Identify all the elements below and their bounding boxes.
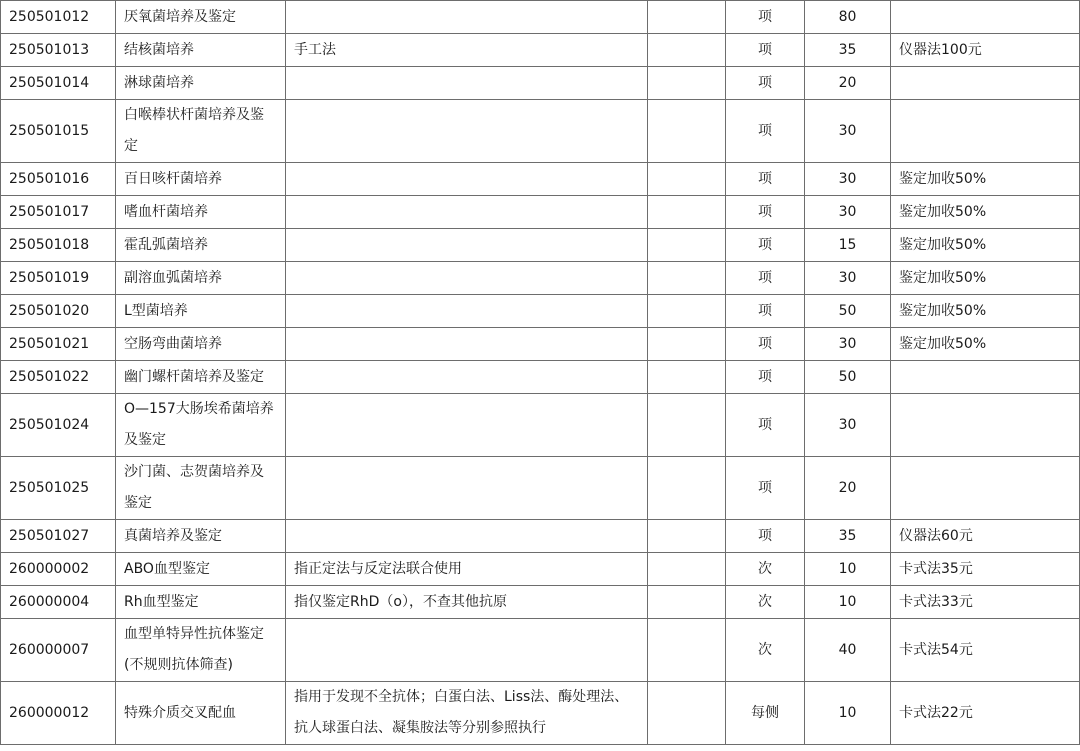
item-code: 260000002 <box>1 553 116 586</box>
item-price: 30 <box>805 163 891 196</box>
item-extra <box>648 262 726 295</box>
item-code: 250501017 <box>1 196 116 229</box>
item-unit: 项 <box>726 394 805 457</box>
item-note: 仪器法100元 <box>891 34 1080 67</box>
item-name: 真菌培养及鉴定 <box>116 520 286 553</box>
table-row <box>1 361 1080 394</box>
item-code: 250501019 <box>1 262 116 295</box>
item-unit: 每侧 <box>726 682 805 745</box>
item-extra <box>648 1 726 34</box>
item-price: 10 <box>805 586 891 619</box>
item-content: 指正定法与反定法联合使用 <box>286 553 648 586</box>
item-unit: 项 <box>726 262 805 295</box>
item-note <box>891 394 1080 457</box>
item-price: 20 <box>805 457 891 520</box>
item-extra <box>648 196 726 229</box>
item-unit: 项 <box>726 520 805 553</box>
item-note: 鉴定加收50% <box>891 196 1080 229</box>
item-unit: 项 <box>726 1 805 34</box>
table-row <box>1 586 1080 619</box>
item-note: 卡式法22元 <box>891 682 1080 745</box>
item-price: 10 <box>805 682 891 745</box>
item-code: 260000012 <box>1 682 116 745</box>
item-price: 10 <box>805 553 891 586</box>
item-unit: 项 <box>726 34 805 67</box>
item-name: 百日咳杆菌培养 <box>116 163 286 196</box>
item-unit: 项 <box>726 67 805 100</box>
item-name: 沙门菌、志贺菌培养及鉴定 <box>116 457 286 520</box>
item-extra <box>648 34 726 67</box>
item-unit: 项 <box>726 295 805 328</box>
item-name: 淋球菌培养 <box>116 67 286 100</box>
item-price: 50 <box>805 361 891 394</box>
item-extra <box>648 682 726 745</box>
item-price: 50 <box>805 295 891 328</box>
item-price: 15 <box>805 229 891 262</box>
item-extra <box>648 586 726 619</box>
item-extra <box>648 457 726 520</box>
item-unit: 次 <box>726 586 805 619</box>
item-name: 结核菌培养 <box>116 34 286 67</box>
item-name: 空肠弯曲菌培养 <box>116 328 286 361</box>
item-extra <box>648 295 726 328</box>
item-name: 霍乱弧菌培养 <box>116 229 286 262</box>
item-name: ABO血型鉴定 <box>116 553 286 586</box>
item-note <box>891 67 1080 100</box>
item-code: 260000004 <box>1 586 116 619</box>
item-note: 卡式法54元 <box>891 619 1080 682</box>
item-content: 指用于发现不全抗体；白蛋白法、Liss法、酶处理法、抗人球蛋白法、凝集胺法等分别参照执行 <box>286 682 648 745</box>
item-code: 260000007 <box>1 619 116 682</box>
item-note: 鉴定加收50% <box>891 262 1080 295</box>
item-name: Rh血型鉴定 <box>116 586 286 619</box>
table-row <box>1 34 1080 67</box>
item-content <box>286 295 648 328</box>
table-row <box>1 67 1080 100</box>
item-code: 250501021 <box>1 328 116 361</box>
item-note: 鉴定加收50% <box>891 163 1080 196</box>
item-unit: 项 <box>726 163 805 196</box>
item-name: L型菌培养 <box>116 295 286 328</box>
table-row <box>1 1 1080 34</box>
item-code: 250501027 <box>1 520 116 553</box>
item-unit: 项 <box>726 196 805 229</box>
item-content <box>286 457 648 520</box>
item-code: 250501024 <box>1 394 116 457</box>
item-content <box>286 619 648 682</box>
item-extra <box>648 163 726 196</box>
table-row <box>1 163 1080 196</box>
item-note <box>891 457 1080 520</box>
item-content <box>286 361 648 394</box>
item-price: 35 <box>805 34 891 67</box>
item-note: 卡式法35元 <box>891 553 1080 586</box>
item-name: 幽门螺杆菌培养及鉴定 <box>116 361 286 394</box>
item-note: 鉴定加收50% <box>891 295 1080 328</box>
item-unit: 项 <box>726 328 805 361</box>
item-price: 30 <box>805 394 891 457</box>
item-note <box>891 361 1080 394</box>
item-price: 30 <box>805 262 891 295</box>
item-content <box>286 394 648 457</box>
table-row <box>1 328 1080 361</box>
item-name: 白喉棒状杆菌培养及鉴定 <box>116 100 286 163</box>
item-name: 嗜血杆菌培养 <box>116 196 286 229</box>
table-row <box>1 394 1080 457</box>
item-code: 250501025 <box>1 457 116 520</box>
table-row <box>1 520 1080 553</box>
item-note <box>891 1 1080 34</box>
item-extra <box>648 328 726 361</box>
item-name: 血型单特异性抗体鉴定(不规则抗体筛查) <box>116 619 286 682</box>
item-extra <box>648 553 726 586</box>
table-row <box>1 553 1080 586</box>
item-note: 卡式法33元 <box>891 586 1080 619</box>
table-row <box>1 196 1080 229</box>
item-content <box>286 67 648 100</box>
item-code: 250501016 <box>1 163 116 196</box>
item-unit: 次 <box>726 619 805 682</box>
item-price: 20 <box>805 67 891 100</box>
item-code: 250501012 <box>1 1 116 34</box>
item-content <box>286 229 648 262</box>
item-note: 仪器法60元 <box>891 520 1080 553</box>
fee-table-body <box>1 1 1080 745</box>
item-unit: 次 <box>726 553 805 586</box>
item-code: 250501018 <box>1 229 116 262</box>
item-price: 30 <box>805 328 891 361</box>
item-content <box>286 196 648 229</box>
item-unit: 项 <box>726 457 805 520</box>
item-code: 250501022 <box>1 361 116 394</box>
item-unit: 项 <box>726 361 805 394</box>
table-row <box>1 100 1080 163</box>
item-content: 指仅鉴定RhD（o），不查其他抗原 <box>286 586 648 619</box>
item-name: 副溶血弧菌培养 <box>116 262 286 295</box>
item-code: 250501020 <box>1 295 116 328</box>
item-name: 特殊介质交叉配血 <box>116 682 286 745</box>
item-note: 鉴定加收50% <box>891 229 1080 262</box>
item-content <box>286 1 648 34</box>
table-row <box>1 457 1080 520</box>
table-row <box>1 229 1080 262</box>
item-content <box>286 520 648 553</box>
item-unit: 项 <box>726 229 805 262</box>
item-code: 250501013 <box>1 34 116 67</box>
item-content <box>286 100 648 163</box>
item-content <box>286 262 648 295</box>
item-price: 40 <box>805 619 891 682</box>
item-price: 30 <box>805 196 891 229</box>
item-unit: 项 <box>726 100 805 163</box>
item-extra <box>648 229 726 262</box>
item-price: 30 <box>805 100 891 163</box>
item-note <box>891 100 1080 163</box>
item-extra <box>648 361 726 394</box>
item-name: O—157大肠埃希菌培养及鉴定 <box>116 394 286 457</box>
table-row <box>1 619 1080 682</box>
item-extra <box>648 619 726 682</box>
item-code: 250501015 <box>1 100 116 163</box>
item-extra <box>648 394 726 457</box>
item-content <box>286 328 648 361</box>
item-name: 厌氧菌培养及鉴定 <box>116 1 286 34</box>
item-extra <box>648 67 726 100</box>
item-price: 80 <box>805 1 891 34</box>
item-note: 鉴定加收50% <box>891 328 1080 361</box>
item-content: 手工法 <box>286 34 648 67</box>
item-content <box>286 163 648 196</box>
item-extra <box>648 520 726 553</box>
table-row <box>1 682 1080 745</box>
item-price: 35 <box>805 520 891 553</box>
table-row <box>1 262 1080 295</box>
table-row <box>1 295 1080 328</box>
item-extra <box>648 100 726 163</box>
item-code: 250501014 <box>1 67 116 100</box>
